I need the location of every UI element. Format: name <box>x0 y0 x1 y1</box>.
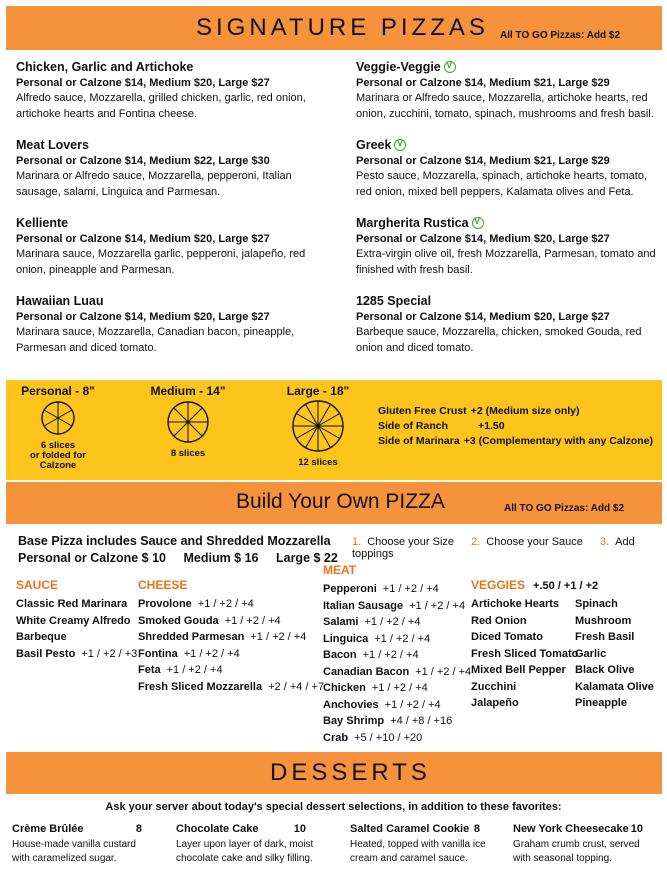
vegetarian-icon <box>472 217 484 229</box>
veggie-item: Mixed Bell Pepper <box>471 664 566 676</box>
size-label: Large - 18" <box>286 384 350 398</box>
item-name <box>356 60 661 74</box>
topping-item <box>138 646 324 663</box>
topping-item <box>16 613 137 630</box>
topping-item <box>323 730 471 747</box>
dessert-description: Heated, topped with vanilla ice cream and caramel sauce. <box>350 839 486 864</box>
step-number: 2. <box>471 536 481 548</box>
topping-price: +1 / +2 / +3 <box>81 647 138 660</box>
menu-item <box>16 60 321 122</box>
topping-price: +1 / +2 / +4 <box>362 649 419 661</box>
size-note: Calzone <box>39 460 77 471</box>
veggie-item: Fresh Basil <box>575 631 635 643</box>
byo-base-note: Base Pizza includes Sauce and Shredded Mozzarella <box>18 534 331 548</box>
byo-title: Build Your Own PIZZA <box>236 490 445 513</box>
byo-price: Medium $ 16 <box>183 551 259 565</box>
topping-item <box>16 596 137 613</box>
signature-left-column <box>16 60 321 372</box>
item-price: Personal or Calzone $14, Medium $20, Large $27 <box>16 233 270 245</box>
item-description: Extra-virgin olive oil, fresh Mozzarella, Parmesan, tomato and finished with fresh basil. <box>356 248 656 276</box>
dessert-name: Chocolate Cake <box>176 823 259 835</box>
dessert-price: 8 <box>473 823 480 835</box>
topping-item <box>323 664 471 681</box>
dessert-item <box>176 823 316 866</box>
veggies-price: +.50 / +1 / +2 <box>533 580 599 592</box>
topping-name: Basil Pesto <box>16 647 76 660</box>
byo-togo-note: All TO GO Pizzas: Add $2 <box>504 503 625 514</box>
vegetarian-icon <box>394 139 406 151</box>
item-name-text: 1285 Special <box>356 294 432 308</box>
topping-item <box>138 629 324 646</box>
dessert-name: New York Cheesecake <box>513 823 629 835</box>
menu-item <box>356 216 661 278</box>
item-description: Marinara or Alfredo sauce, Mozzarella, pepperoni, Italian sausage, salami, Linguica and Parmesan. <box>16 170 292 198</box>
extra-item <box>378 434 653 449</box>
pizza-18in-icon <box>291 399 345 453</box>
menu-item <box>16 138 321 200</box>
topping-name: Crab <box>323 731 349 744</box>
dessert-item <box>513 823 653 866</box>
desserts-title: DESSERTS <box>270 759 431 786</box>
extra-item <box>378 404 653 419</box>
byo-price: Large $ 22 <box>275 551 338 565</box>
item-name <box>16 216 321 230</box>
cheese-section <box>138 578 324 695</box>
step <box>352 536 454 548</box>
veggies-col-2 <box>575 596 654 712</box>
topping-name: Classic Red Marinara <box>16 598 128 610</box>
signature-right-column <box>356 60 661 372</box>
pizza-14in-icon <box>166 400 210 444</box>
menu-item <box>16 216 321 278</box>
size-label: Medium - 14" <box>150 384 226 398</box>
veggies-heading <box>471 578 654 592</box>
item-description: Marinara sauce, Mozzarella garlic, pepperoni, jalapeño, red onion, pineapple and Parmesan. <box>16 248 306 276</box>
veggie-item: Zucchini <box>471 680 517 693</box>
topping-price: +1 / +2 / +4 <box>371 682 428 694</box>
topping-item <box>138 662 324 679</box>
topping-item <box>323 581 471 598</box>
topping-name: Linguica <box>323 632 369 645</box>
extra-label: Side of Ranch <box>378 420 449 432</box>
extra-value: +2 (Medium size only) <box>470 405 580 417</box>
step-number: 3. <box>599 536 610 548</box>
veggie-item: Mushroom <box>575 614 632 627</box>
topping-name: Shredded Parmesan <box>138 631 245 643</box>
step <box>471 536 583 548</box>
item-name-text: Hawaiian Luau <box>16 294 104 308</box>
topping-item <box>323 614 471 631</box>
sauce-section <box>16 578 137 662</box>
item-description: Marinara sauce, Mozzarella, Canadian bacon, pineapple, Parmesan and diced tomato. <box>16 326 295 354</box>
item-name-text: Kelliente <box>16 216 69 230</box>
meat-heading: MEAT <box>323 563 357 577</box>
item-description: Barbeque sauce, Mozzarella, chicken, smoked Gouda, red onion and diced tomato. <box>356 326 642 354</box>
veggie-item: Kalamata Olive <box>575 680 654 693</box>
size-note: or folded for <box>30 450 86 461</box>
extra-value: +3 (Complementary with any Calzone) <box>463 435 654 447</box>
veggie-item: Fresh Sliced Tomato <box>471 647 579 660</box>
topping-name: Pepperoni <box>323 583 377 595</box>
topping-name: Chicken <box>323 682 366 694</box>
topping-name: White Creamy Alfredo <box>16 614 131 627</box>
size-personal <box>20 384 96 471</box>
topping-price: +2 / +4 / +7 <box>268 680 325 693</box>
item-name-text: Veggie-Veggie <box>356 60 441 74</box>
dessert-description: Graham crumb crust, served with seasonal topping. <box>513 839 640 864</box>
topping-price: +1 / +2 / +4 <box>364 616 421 628</box>
veggies-heading-label: VEGGIES <box>471 578 526 592</box>
topping-item <box>323 631 471 648</box>
extra-label: Side of Marinara <box>378 435 460 447</box>
size-large <box>282 384 354 468</box>
topping-name: Provolone <box>138 598 192 610</box>
topping-name: Bay Shrimp <box>323 715 385 727</box>
topping-item <box>323 713 471 730</box>
sauce-heading: SAUCE <box>16 578 59 592</box>
dessert-name-row <box>350 823 480 835</box>
topping-item <box>138 613 324 630</box>
dessert-item <box>350 823 490 866</box>
item-price: Personal or Calzone $14, Medium $20, Large $27 <box>356 233 610 245</box>
veggie-item: Red Onion <box>471 614 527 627</box>
topping-price: +1 / +2 / +4 <box>415 665 472 678</box>
item-description: Alfredo sauce, Mozzarella, grilled chicken, garlic, red onion, artichoke hearts and Fontina cheese. <box>16 92 306 120</box>
topping-name: Fresh Sliced Mozzarella <box>138 680 263 693</box>
item-name <box>356 294 661 308</box>
extras-list <box>378 404 653 449</box>
topping-name: Canadian Bacon <box>323 665 410 678</box>
dessert-item <box>12 823 152 866</box>
topping-price: +1 / +2 / +4 <box>250 631 307 643</box>
signature-title: SIGNATURE PIZZAS <box>196 14 489 41</box>
item-name-text: Meat Lovers <box>16 138 89 152</box>
menu-item <box>356 60 661 122</box>
item-price: Personal or Calzone $14, Medium $20, Large $27 <box>356 311 610 323</box>
desserts-intro: Ask your server about today's special dessert selections, in addition to these favorites: <box>105 801 562 813</box>
byo-steps <box>352 536 667 560</box>
step-label: Choose your Sauce <box>486 536 583 548</box>
topping-price: +1 / +2 / +4 <box>382 583 439 595</box>
menu-item <box>356 294 661 356</box>
topping-price: +1 / +2 / +4 <box>384 698 441 711</box>
topping-price: +1 / +2 / +4 <box>183 647 240 660</box>
item-name <box>356 138 661 152</box>
item-price: Personal or Calzone $14, Medium $20, Large $27 <box>16 77 270 89</box>
size-medium <box>148 384 228 459</box>
item-name-text: Margherita Rustica <box>356 216 469 230</box>
item-description: Pesto sauce, Mozzarella, spinach, artichoke hearts, tomato, red onion, mixed bell peppers, Kalamata olives and Feta. <box>356 170 648 198</box>
dessert-name-row <box>513 823 643 835</box>
dessert-description: Layer upon layer of dark, moist chocolate cake and silky filling. <box>176 839 314 864</box>
item-price: Personal or Calzone $14, Medium $21, Large $29 <box>356 77 610 89</box>
topping-item <box>16 646 137 663</box>
topping-name: Salami <box>323 616 359 628</box>
dessert-price: 8 <box>135 823 142 835</box>
topping-price: +1 / +2 / +4 <box>224 614 281 627</box>
meat-section <box>323 563 471 746</box>
topping-price: +1 / +2 / +4 <box>409 599 466 612</box>
topping-item <box>323 647 471 664</box>
dessert-name-row <box>176 823 306 835</box>
dessert-name: Salted Caramel Cookie <box>350 823 470 835</box>
size-label: Personal - 8" <box>21 384 95 398</box>
topping-price: +4 / +8 / +16 <box>390 715 453 727</box>
veggie-item: Jalapeño <box>471 697 519 709</box>
topping-item <box>138 679 324 696</box>
size-slices: 8 slices <box>170 448 206 459</box>
topping-name: Smoked Gouda <box>138 614 219 627</box>
topping-name: Fontina <box>138 647 178 660</box>
step-label: Choose your Size <box>367 536 455 548</box>
step-number: 1. <box>352 536 362 548</box>
item-price: Personal or Calzone $14, Medium $22, Large $30 <box>16 155 270 167</box>
size-slices: 12 slices <box>298 457 338 468</box>
extra-value: +1.50 <box>478 420 505 432</box>
veggie-item: Garlic <box>575 647 607 660</box>
topping-name: Anchovies <box>323 698 379 711</box>
item-name-text: Greek <box>356 138 392 152</box>
topping-price: +1 / +2 / +4 <box>197 598 254 610</box>
signature-togo-note: All TO GO Pizzas: Add $2 <box>500 30 621 41</box>
veggie-item: Pineapple <box>575 697 627 709</box>
dessert-price: 10 <box>293 823 306 835</box>
step-label: Add toppings <box>352 536 635 560</box>
dessert-name-row <box>12 823 142 835</box>
dessert-name: Crème Brûlée <box>12 823 84 835</box>
topping-item <box>323 598 471 615</box>
extra-label: Gluten Free Crust <box>378 405 467 417</box>
item-price: Personal or Calzone $14, Medium $20, Large $27 <box>16 311 270 323</box>
topping-price: +5 / +10 / +20 <box>354 731 423 744</box>
extra-item <box>378 419 653 434</box>
item-name <box>16 60 321 74</box>
topping-name: Italian Sausage <box>323 599 404 612</box>
topping-price: +1 / +2 / +4 <box>166 664 223 676</box>
topping-price: +1 / +2 / +4 <box>374 632 431 645</box>
topping-item <box>138 596 324 613</box>
veggies-section <box>471 578 654 712</box>
pizza-8in-icon <box>40 400 76 436</box>
item-description: Marinara or Alfredo sauce, Mozzarella, artichoke hearts, red onion, zucchini, tomato, spinach, mushrooms and fresh basil. <box>356 92 654 120</box>
topping-item <box>16 629 137 646</box>
item-price: Personal or Calzone $14, Medium $21, Large $29 <box>356 155 610 167</box>
byo-price: Personal or Calzone $ 10 <box>18 551 166 565</box>
dessert-price: 10 <box>630 823 643 835</box>
item-name <box>16 138 321 152</box>
dessert-description: House-made vanilla custard with caramelized sugar. <box>12 839 136 864</box>
size-slices: 6 slices <box>40 440 76 451</box>
veggie-item: Black Olive <box>575 664 635 676</box>
veggie-item: Diced Tomato <box>471 631 543 643</box>
veggie-item: Artichoke Hearts <box>471 598 560 610</box>
veggie-item: Spinach <box>575 598 618 610</box>
topping-item <box>323 697 471 714</box>
menu-item <box>356 138 661 200</box>
cheese-heading: CHEESE <box>138 578 188 592</box>
item-name <box>16 294 321 308</box>
menu-item <box>16 294 321 356</box>
item-name <box>356 216 661 230</box>
vegetarian-icon <box>444 61 456 73</box>
topping-name: Bacon <box>323 649 357 661</box>
veggies-col-1 <box>471 596 579 712</box>
topping-name: Feta <box>138 664 161 676</box>
item-name-text: Chicken, Garlic and Artichoke <box>16 60 194 74</box>
topping-name: Barbeque <box>16 631 67 643</box>
byo-prices <box>18 551 352 565</box>
topping-item <box>323 680 471 697</box>
